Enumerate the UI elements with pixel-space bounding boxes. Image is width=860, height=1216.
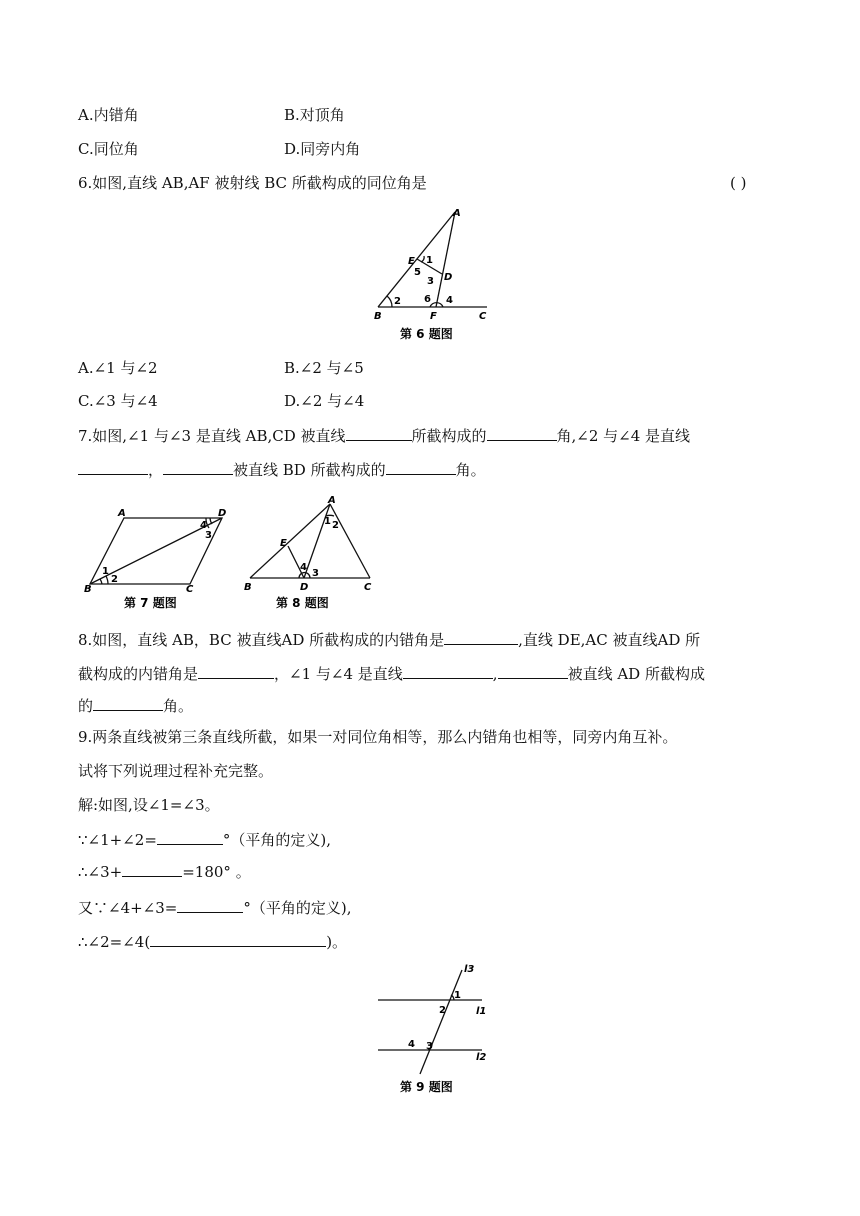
q5-option-b: B.对顶角 [284,106,345,124]
q7-caption: 第 7 题图 [124,596,177,610]
q6-angle-2: 2 [394,296,401,307]
q6-label-b: B [374,311,382,322]
q6-option-b: B.∠2 与∠5 [284,359,364,377]
q9-text: ∴∠3+ [78,863,123,881]
q6-angle-1: 1 [426,255,433,266]
q9-figure [374,964,504,1104]
q8-text: ，∠1 与∠4 是直线 [274,665,403,683]
q7-text: 所截构成的 [411,427,487,445]
q5-option-c: C.同位角 [78,140,139,158]
q6-label-d: D [444,272,453,283]
q9-text: ∵∠1+∠2= [78,831,157,849]
q8-line-2 [78,662,705,685]
q9-step-1: 解:如图,设∠1=∠3。 [78,796,220,814]
q8-blank-1[interactable] [444,628,518,645]
q5-option-a: A.内错角 [78,106,139,124]
q9-text: )。 [326,933,348,951]
q6-label-f: F [430,311,437,322]
q6-angle-3: 3 [427,276,434,287]
q8-text: 角。 [163,697,194,715]
q7-label-b: B [84,584,92,595]
q8-line-1 [78,628,700,651]
q7-text: 角,∠2 与∠4 是直线 [556,427,691,445]
q9-angle-4: 4 [408,1039,415,1050]
q9-stem-2: 试将下列说理过程补充完整。 [78,762,274,780]
q7-blank-2[interactable] [487,424,557,441]
q6-stem: 6.如图,直线 AB,AF 被射线 BC 所截构成的同位角是 [78,174,427,192]
q8-text: 被直线 AD 所截构成 [567,665,705,683]
q9-label-l3-text: l3 [464,964,475,975]
q9-text: °（平角的定义), [243,899,352,917]
q8-text: ,直线 DE,AC 被直线AD 所 [518,631,701,649]
q9-blank-1[interactable] [157,828,223,845]
q9-caption: 第 9 题图 [400,1080,453,1094]
q6-label-a: A [453,208,461,219]
q8-blank-3[interactable] [403,662,493,679]
q7-angle-2: 2 [111,574,118,585]
q7-text: ， [148,461,164,479]
q8-text: 截构成的内错角是 [78,665,199,683]
q8-text: 的 [78,697,94,715]
q7-angle-3: 3 [205,530,212,541]
q8-figure [240,494,380,616]
q9-angle-3: 3 [426,1041,433,1052]
q8-angle-3: 3 [312,568,319,579]
q7-label-c: C [186,584,194,595]
q7-label-d: D [218,508,227,519]
q8-label-c: C [364,582,372,593]
q8-angle-2: 2 [332,520,339,531]
q9-blank-3[interactable] [177,896,243,913]
q9-step-2 [78,828,331,851]
q6-option-c: C.∠3 与∠4 [78,392,158,410]
q9-stem-1: 9.两条直线被第三条直线所截，如果一对同位角相等，那么内错角也相等，同旁内角互补。 [78,728,678,746]
q8-blank-4[interactable] [498,662,568,679]
q9-label-l2-text: l2 [476,1052,487,1063]
q8-text: , [492,665,498,683]
q9-blank-4[interactable] [150,930,326,947]
q8-text: 8.如图，直线 AB，BC 被直线AD 所截构成的内错角是 [78,631,445,649]
q7-blank-3[interactable] [78,458,148,475]
q9-step-5 [78,930,347,953]
q6-option-a: A.∠1 与∠2 [78,359,158,377]
q7-line-1 [78,424,690,447]
q7-blank-4[interactable] [163,458,233,475]
q7-label-a: A [118,508,126,519]
q9-step-3 [78,860,251,883]
q8-blank-5[interactable] [93,694,163,711]
q6-label-c: C [479,311,487,322]
q7-blank-1[interactable] [346,424,412,441]
q5-option-d: D.同旁内角 [284,140,361,158]
q6-label-e: E [408,256,415,267]
q9-angle-1: 1 [454,990,461,1001]
q6-angle-4: 4 [446,295,453,306]
q9-text: 又∵∠4+∠3= [78,899,178,917]
q6-answer-paren: ( ) [730,174,747,192]
q7-angle-1: 1 [102,566,109,577]
q8-caption: 第 8 题图 [276,596,329,610]
q8-label-d: D [300,582,309,593]
q8-label-e: E [280,538,287,549]
q8-angle-1: 1 [324,516,331,527]
q6-angle-6: 6 [424,294,431,305]
q8-blank-2[interactable] [198,662,274,679]
q7-blank-5[interactable] [386,458,456,475]
q7-figure [84,506,227,616]
q7-text: 被直线 BD 所截构成的 [233,461,386,479]
q9-text: ∴∠2=∠4( [78,933,151,951]
q7-text: 7.如图,∠1 与∠3 是直线 AB,CD 被直线 [78,427,346,445]
q9-text: =180° 。 [182,863,251,881]
q8-line-3 [78,694,193,717]
q6-caption: 第 6 题图 [400,327,453,341]
q7-line-2 [78,458,486,481]
q6-angle-5: 5 [414,267,421,278]
q9-label-l1-text: l1 [476,1006,487,1017]
q9-label-l1 [476,1006,486,1017]
q9-step-4 [78,896,352,919]
q9-blank-2[interactable] [122,860,182,877]
q7-angle-4: 4 [200,520,207,531]
q6-option-d: D.∠2 与∠4 [284,392,365,410]
q8-label-b: B [244,582,252,593]
q7-text: 角。 [455,461,486,479]
q9-angle-2: 2 [439,1005,446,1016]
q9-label-l3 [464,964,474,975]
q8-label-a: A [328,495,336,506]
q6-figure [370,204,500,344]
q9-text: °（平角的定义), [222,831,332,849]
q9-label-l2 [476,1052,486,1063]
q8-angle-4: 4 [300,562,307,573]
